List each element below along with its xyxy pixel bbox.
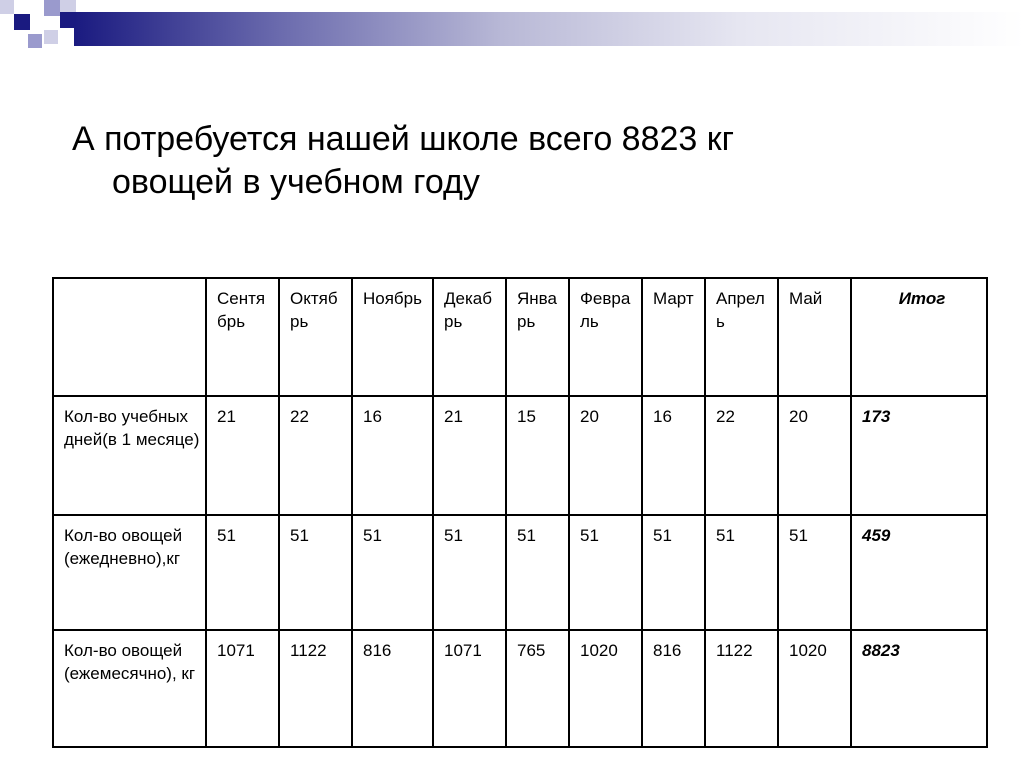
table-cell: 15 — [506, 396, 569, 515]
month-header: Сентябрь — [206, 278, 279, 396]
month-header: Январь — [506, 278, 569, 396]
table-cell: 1020 — [569, 630, 642, 747]
header-square — [28, 34, 42, 48]
month-header: Октябрь — [279, 278, 352, 396]
row-label: Кол-во овощей (ежемесячно), кг — [53, 630, 206, 747]
table-cell: 16 — [352, 396, 433, 515]
header-square — [60, 0, 76, 12]
table-cell: 51 — [506, 515, 569, 630]
table-header-row — [53, 278, 987, 396]
table-cell: 765 — [506, 630, 569, 747]
table-cell: 51 — [705, 515, 778, 630]
table-cell: 51 — [279, 515, 352, 630]
month-header: Ноябрь — [352, 278, 433, 396]
month-header: Май — [778, 278, 851, 396]
header-square — [44, 0, 60, 16]
total-cell: 173 — [851, 396, 987, 515]
total-header: Итог — [851, 278, 987, 396]
table-cell: 51 — [206, 515, 279, 630]
table-row-school-days — [53, 396, 987, 515]
header-square — [44, 30, 58, 44]
month-header: Декабрь — [433, 278, 506, 396]
slide-title-line1: А потребуется нашей школе всего 8823 кг — [72, 120, 735, 158]
header-square — [60, 12, 76, 28]
header-square — [14, 14, 30, 30]
header-square — [0, 0, 14, 14]
table-cell: 51 — [352, 515, 433, 630]
row-label: Кол-во овощей (ежедневно),кг — [53, 515, 206, 630]
month-header: Февраль — [569, 278, 642, 396]
table-cell: 22 — [705, 396, 778, 515]
table-cell: 51 — [433, 515, 506, 630]
table-cell: 51 — [778, 515, 851, 630]
row-label: Кол-во учебных дней(в 1 месяце) — [53, 396, 206, 515]
table-cell: 16 — [642, 396, 705, 515]
table-row-monthly-vegetables — [53, 630, 987, 747]
table-cell: 1071 — [206, 630, 279, 747]
month-header: Апрель — [705, 278, 778, 396]
table-cell: 21 — [206, 396, 279, 515]
slide-title-line2: овощей в учебном году — [112, 163, 480, 201]
table-cell: 1020 — [778, 630, 851, 747]
table-cell: 51 — [642, 515, 705, 630]
table-cell: 1122 — [705, 630, 778, 747]
table-cell: 20 — [569, 396, 642, 515]
table-corner-cell — [53, 278, 206, 396]
month-header: Март — [642, 278, 705, 396]
table-cell: 1122 — [279, 630, 352, 747]
table-cell: 51 — [569, 515, 642, 630]
table-row-daily-vegetables — [53, 515, 987, 630]
vegetables-table — [52, 277, 988, 748]
table-cell: 20 — [778, 396, 851, 515]
table-cell: 816 — [352, 630, 433, 747]
table-cell: 1071 — [433, 630, 506, 747]
header-gradient-bar — [74, 12, 1024, 46]
total-cell: 8823 — [851, 630, 987, 747]
table-cell: 816 — [642, 630, 705, 747]
total-cell: 459 — [851, 515, 987, 630]
table-cell: 21 — [433, 396, 506, 515]
slide-title — [72, 118, 932, 204]
table-cell: 22 — [279, 396, 352, 515]
